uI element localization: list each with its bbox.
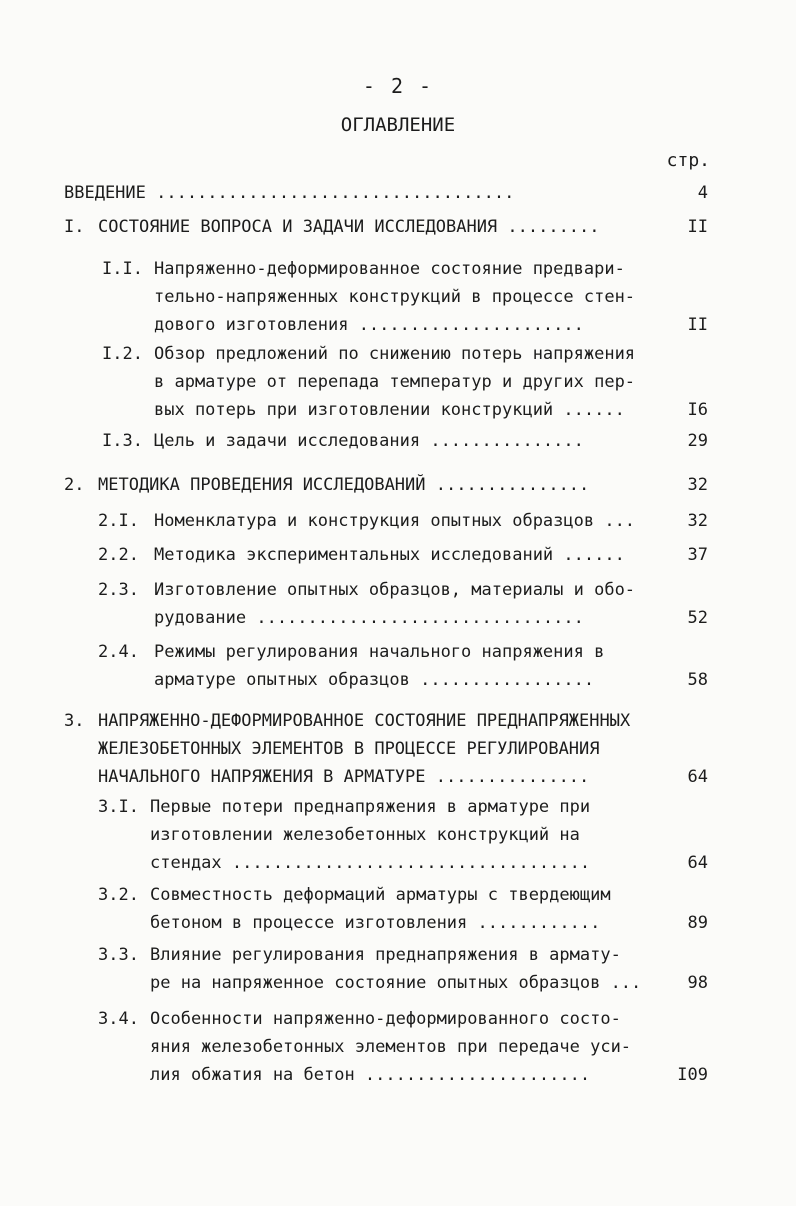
page-column-label: стр.: [666, 150, 710, 171]
toc-entry-page: 32: [687, 511, 708, 531]
toc-entry-text-line: НАЧАЛЬНОГО НАПРЯЖЕНИЯ В АРМАТУРЕ ...............: [98, 767, 590, 787]
toc-entry-page: I09: [677, 1065, 708, 1085]
toc-entry-page: 64: [687, 767, 708, 787]
toc-entry-page: 64: [687, 853, 708, 873]
toc-entry-text-line: Влияние регулирования преднапряжения в армату-: [150, 945, 621, 965]
toc-entry-page: II: [687, 217, 708, 237]
toc-entry-text-line: арматуре опытных образцов .................: [154, 670, 595, 690]
toc-entry-text-line: Совместность деформаций арматуры с твердеющим: [150, 885, 611, 905]
toc-entry-text-line: дового изготовления ......................: [154, 315, 584, 335]
toc-entry-text-line: Напряженно-деформированное состояние предвари-: [154, 259, 625, 279]
toc-entry-number: I.I.: [102, 259, 143, 279]
toc-entry-page: 89: [687, 913, 708, 933]
toc-entry-page: 58: [687, 670, 708, 690]
toc-entry-text-line: тельно-напряженных конструкций в процессе стен-: [154, 287, 636, 307]
toc-entry-text-line: МЕТОДИКА ПРОВЕДЕНИЯ ИССЛЕДОВАНИЙ ...............: [98, 475, 590, 495]
toc-entry-number: 3.3.: [98, 945, 139, 965]
toc-entry-number: 2.3.: [98, 580, 139, 600]
toc-entry-text-line: Особенности напряженно-деформированного состо-: [150, 1009, 621, 1029]
toc-entry-number: 2.I.: [98, 511, 139, 531]
toc-entry-number: I.: [64, 217, 85, 237]
toc-entry-number: 2.2.: [98, 545, 139, 565]
toc-entry-text-line: НАПРЯЖЕННО-ДЕФОРМИРОВАННОЕ СОСТОЯНИЕ ПРЕДНАПРЯЖЕННЫХ: [98, 711, 631, 731]
toc-entry-text-line: ЖЕЛЕЗОБЕТОННЫХ ЭЛЕМЕНТОВ В ПРОЦЕССЕ РЕГУЛИРОВАНИЯ: [98, 739, 600, 759]
toc-entry-number: 3.2.: [98, 885, 139, 905]
toc-entry-text-line: стендах ...................................: [150, 853, 591, 873]
toc-entry-text-line: лия обжатия на бетон ......................: [150, 1065, 591, 1085]
toc-entry-page: 32: [687, 475, 708, 495]
toc-entry-page: 29: [687, 431, 708, 451]
toc-entry-page: I6: [687, 400, 708, 420]
toc-entry-page: II: [687, 315, 708, 335]
toc-entry-text-line: Методика экспериментальных исследований ......: [154, 545, 625, 565]
toc-entry-page: 52: [687, 608, 708, 628]
toc-entry-text-line: Цель и задачи исследования ...............: [154, 431, 584, 451]
toc-entry-text-line: СОСТОЯНИЕ ВОПРОСА И ЗАДАЧИ ИССЛЕДОВАНИЯ .........: [98, 217, 600, 237]
toc-entry-text-line: Первые потери преднапряжения в арматуре при: [150, 797, 591, 817]
toc-entry-text-line: Обзор предложений по снижению потерь напряжения: [154, 344, 636, 364]
toc-entry-text-line: яния железобетонных элементов при передаче уси-: [150, 1037, 632, 1057]
toc-entry-text-line: в арматуре от перепада температур и других пер-: [154, 372, 636, 392]
toc-entry-number: 2.4.: [98, 642, 139, 662]
toc-entry-page: 4: [697, 183, 708, 203]
toc-entry-text-line: бетоном в процессе изготовления ............: [150, 913, 601, 933]
toc-entry-text-line: вых потерь при изготовлении конструкций ......: [154, 400, 625, 420]
page-number: - 2 -: [362, 74, 434, 98]
toc-entry-number: I.2.: [102, 344, 143, 364]
toc-entry-text-line: Номенклатура и конструкция опытных образцов ...: [154, 511, 636, 531]
toc-entry-text-line: ре на напряженное состояние опытных образцов ...: [150, 973, 642, 993]
toc-entry-text-line: рудование ................................: [154, 608, 584, 628]
toc-entry-text-line: ВВЕДЕНИЕ ...................................: [64, 183, 515, 203]
toc-entry-number: I.3.: [102, 431, 143, 451]
toc-entry-page: 37: [687, 545, 708, 565]
toc-entry-number: 3.4.: [98, 1009, 139, 1029]
toc-entry-text-line: изготовлении железобетонных конструкций на: [150, 825, 580, 845]
toc-entry-number: 2.: [64, 475, 85, 495]
toc-entry-number: 3.: [64, 711, 85, 731]
toc-entry-page: 98: [687, 973, 708, 993]
toc-entry-text-line: Режимы регулирования начального напряжения в: [154, 642, 605, 662]
toc-entry-text-line: Изготовление опытных образцов, материалы и обо-: [154, 580, 636, 600]
toc-entry-number: 3.I.: [98, 797, 139, 817]
page-title: ОГЛАВЛЕНИЕ: [340, 114, 456, 136]
